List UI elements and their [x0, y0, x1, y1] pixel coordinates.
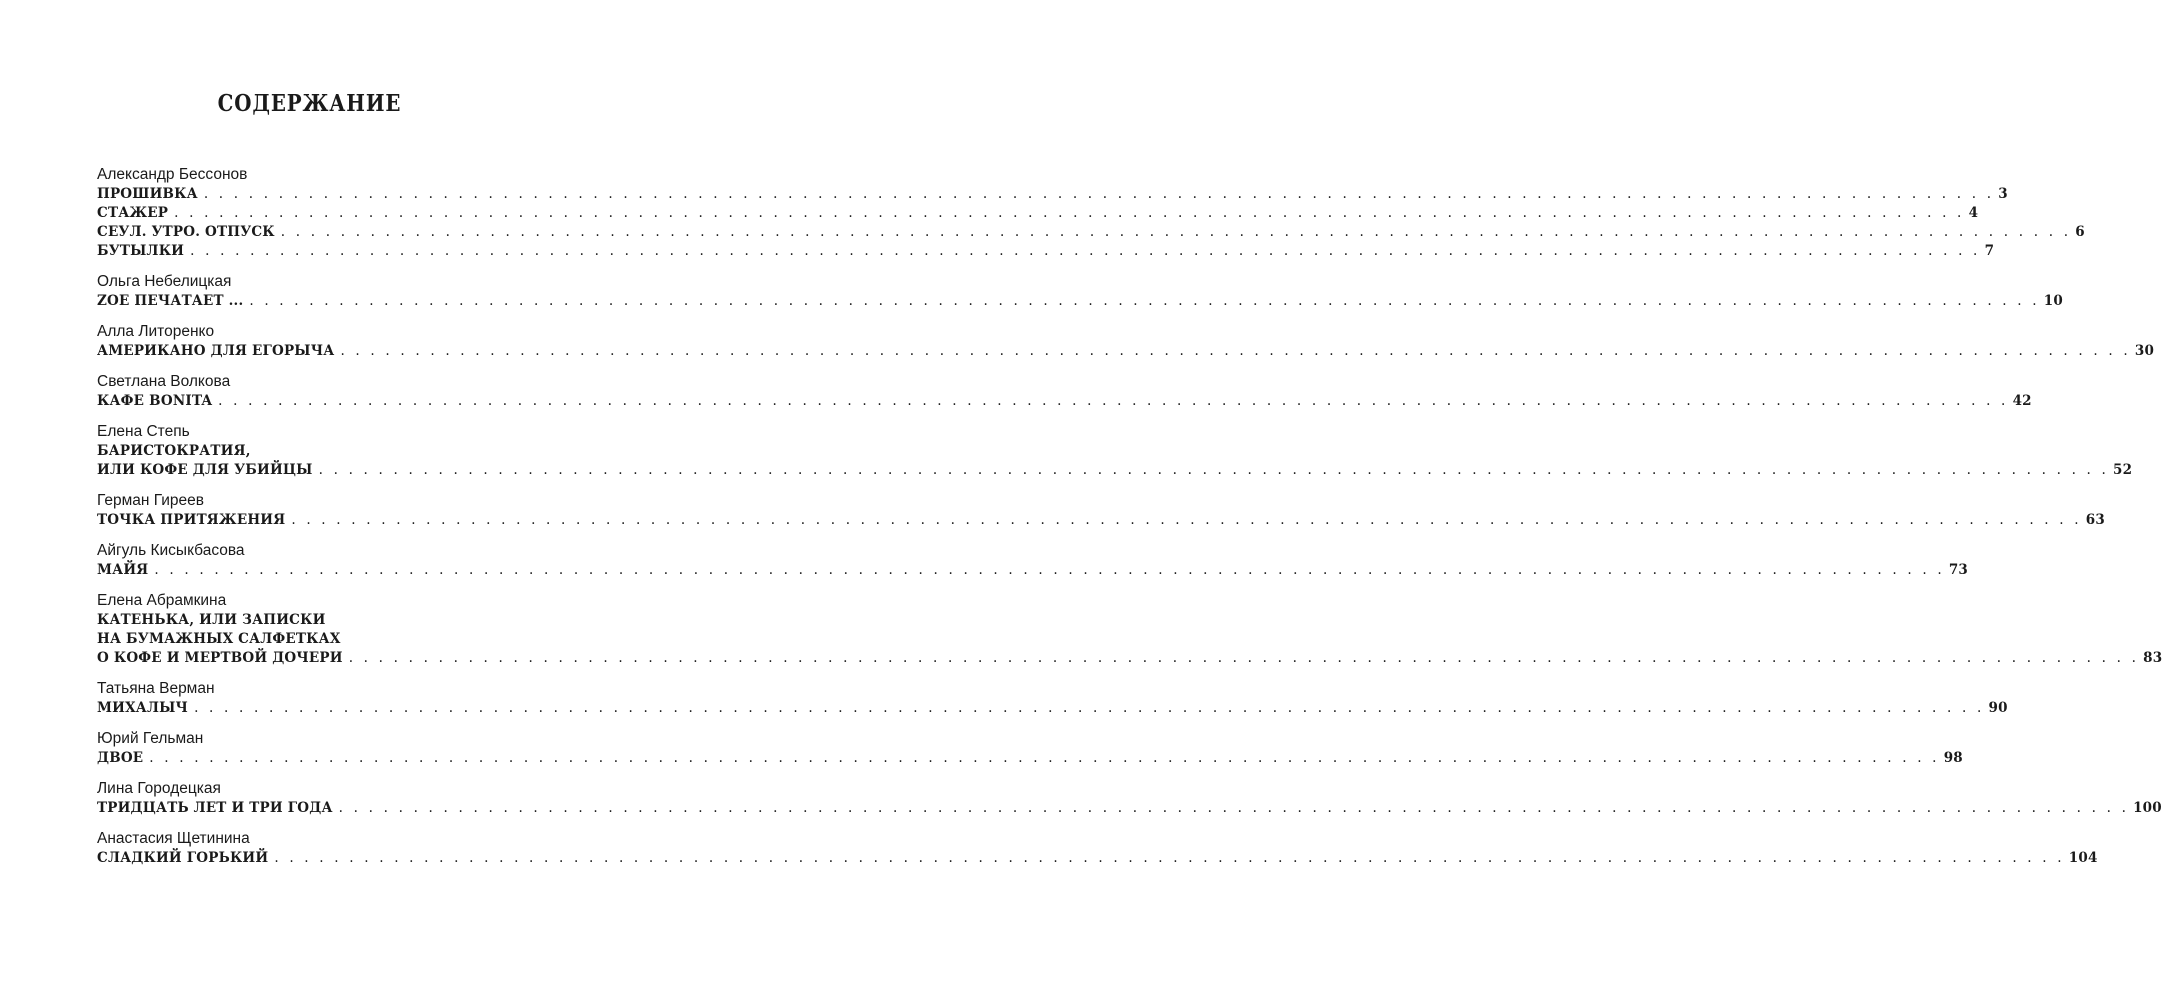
page-number: 4 — [1968, 205, 1979, 221]
dot-leader: . . . . . . . . . . . . . . . . . . . . . . . . . . . . . . . . . . . . . . . . . . . . . . . . . . . . . . . . . . . . . . . . . . . . . . . . . . . . . . . . . . . . . . . . . . . . . . . . . . . . . . . . . . . . . . . . . . . . . . . . — [194, 700, 1985, 716]
toc-section — [97, 779, 2162, 818]
toc-entry — [97, 185, 2008, 204]
dot-leader: . . . . . . . . . . . . . . . . . . . . . . . . . . . . . . . . . . . . . . . . . . . . . . . . . . . . . . . . . . . . . . . . . . . . . . . . . . . . . . . . . . . . . . . . . . . . . . . . . . . . . . . . . . . . . . . . . . . . . . . . — [154, 562, 1945, 578]
dot-leader: . . . . . . . . . . . . . . . . . . . . . . . . . . . . . . . . . . . . . . . . . . . . . . . . . . . . . . . . . . . . . . . . . . . . . . . . . . . . . . . . . . . . . . . . . . . . . . . . . . . . . . . . . . . . . . . . . . . . . . . . — [203, 186, 1995, 202]
page-number: 83 — [2143, 650, 2162, 666]
dot-leader: . . . . . . . . . . . . . . . . . . . . . . . . . . . . . . . . . . . . . . . . . . . . . . . . . . . . . . . . . . . . . . . . . . . . . . . . . . . . . . . . . . . . . . . . . . . . . . . . . . . . . . . . . . . . . . . . . . . . . . . . — [340, 343, 2131, 359]
toc-section — [97, 322, 2155, 361]
author-name: Алла Литоренко — [97, 323, 215, 340]
author-name: Ольга Небелицкая — [97, 273, 232, 290]
toc-entry — [97, 749, 1963, 768]
page-number: 42 — [2012, 393, 2032, 409]
author-name: Анастасия Щетинина — [97, 830, 250, 847]
author-name: Айгуль Кисыкбасова — [97, 542, 245, 559]
toc-entry — [97, 849, 2098, 868]
page-number: 73 — [1948, 562, 1969, 578]
toc-section — [97, 541, 1969, 580]
toc-entry — [97, 242, 1995, 261]
toc-entry — [97, 799, 2162, 818]
author-name: Герман Гиреев — [97, 492, 205, 509]
toc-section — [97, 272, 2063, 311]
table-of-contents — [97, 165, 2162, 879]
entry-title: МАЙЯ — [97, 562, 149, 578]
author-name: Елена Абрамкина — [97, 592, 227, 609]
toc-entry — [97, 223, 2085, 242]
page-number: 7 — [1984, 243, 1995, 259]
toc-section — [97, 165, 2085, 261]
entry-title: МИХАЛЫЧ — [97, 700, 189, 716]
entry-title: КАФЕ BONITA — [97, 393, 213, 409]
author-name: Татьяна Верман — [97, 680, 215, 697]
entry-title: АМЕРИКАНО ДЛЯ ЕГОРЫЧА — [97, 343, 335, 359]
toc-entry — [97, 204, 1979, 223]
toc-entry — [97, 511, 2105, 530]
page-number: 100 — [2133, 800, 2162, 816]
entry-title: ТРИДЦАТЬ ЛЕТ И ТРИ ГОДА — [97, 800, 333, 816]
author-name: Юрий Гельман — [97, 730, 204, 747]
page-number: 63 — [2085, 512, 2105, 528]
entry-title: КАТЕНЬКА, ИЛИ ЗАПИСКИ НА БУМАЖНЫХ САЛФЕТКАХ О КОФЕ И МЕРТВОЙ ДОЧЕРИ — [97, 612, 343, 666]
entry-title: СЛАДКИЙ ГОРЬКИЙ — [97, 850, 269, 866]
dot-leader: . . . . . . . . . . . . . . . . . . . . . . . . . . . . . . . . . . . . . . . . . . . . . . . . . . . . . . . . . . . . . . . . . . . . . . . . . . . . . . . . . . . . . . . . . . . . . . . . . . . . . . . . . . . . . . . . . . . . . . . . — [348, 650, 2140, 666]
entry-title: СЕУЛ. УТРО. ОТПУСК — [97, 224, 275, 240]
page-number: 30 — [2134, 343, 2155, 359]
dot-leader: . . . . . . . . . . . . . . . . . . . . . . . . . . . . . . . . . . . . . . . . . . . . . . . . . . . . . . . . . . . . . . . . . . . . . . . . . . . . . . . . . . . . . . . . . . . . . . . . . . . . . . . . . . . . . . . . . . . . . . . . — [149, 750, 1940, 766]
toc-entry — [97, 342, 2155, 361]
dot-leader: . . . . . . . . . . . . . . . . . . . . . . . . . . . . . . . . . . . . . . . . . . . . . . . . . . . . . . . . . . . . . . . . . . . . . . . . . . . . . . . . . . . . . . . . . . . . . . . . . . . . . . . . . . . . . . . . . . . . . . . . — [174, 205, 1965, 221]
entry-title: ДВОЕ — [97, 750, 144, 766]
dot-leader: . . . . . . . . . . . . . . . . . . . . . . . . . . . . . . . . . . . . . . . . . . . . . . . . . . . . . . . . . . . . . . . . . . . . . . . . . . . . . . . . . . . . . . . . . . . . . . . . . . . . . . . . . . . . . . . . . . . . . . . . — [291, 512, 2082, 528]
page-title: СОДЕРЖАНИЕ — [217, 90, 402, 117]
dot-leader: . . . . . . . . . . . . . . . . . . . . . . . . . . . . . . . . . . . . . . . . . . . . . . . . . . . . . . . . . . . . . . . . . . . . . . . . . . . . . . . . . . . . . . . . . . . . . . . . . . . . . . . . . . . . . . . . . . . . . . . . — [318, 462, 2110, 478]
dot-leader: . . . . . . . . . . . . . . . . . . . . . . . . . . . . . . . . . . . . . . . . . . . . . . . . . . . . . . . . . . . . . . . . . . . . . . . . . . . . . . . . . . . . . . . . . . . . . . . . . . . . . . . . . . . . . . . . . . . . . . . . — [249, 293, 2040, 309]
toc-section — [97, 372, 2032, 411]
toc-entry — [97, 442, 2133, 480]
toc-entry — [97, 292, 2063, 311]
entry-title: ТОЧКА ПРИТЯЖЕНИЯ — [97, 512, 286, 528]
toc-entry — [97, 561, 1969, 580]
page-number: 6 — [2075, 224, 2085, 240]
page-number: 10 — [2043, 293, 2063, 309]
dot-leader: . . . . . . . . . . . . . . . . . . . . . . . . . . . . . . . . . . . . . . . . . . . . . . . . . . . . . . . . . . . . . . . . . . . . . . . . . . . . . . . . . . . . . . . . . . . . . . . . . . . . . . . . . . . . . . . . . . . . . . . . — [218, 393, 2009, 409]
entry-title: БАРИСТОКРАТИЯ, ИЛИ КОФЕ ДЛЯ УБИЙЦЫ — [97, 443, 313, 478]
dot-leader: . . . . . . . . . . . . . . . . . . . . . . . . . . . . . . . . . . . . . . . . . . . . . . . . . . . . . . . . . . . . . . . . . . . . . . . . . . . . . . . . . . . . . . . . . . . . . . . . . . . . . . . . . . . . . . . . . . . . . . . . — [280, 224, 2072, 240]
author-name: Александр Бессонов — [97, 166, 248, 183]
toc-entry — [97, 392, 2032, 411]
page-number: 52 — [2113, 462, 2133, 478]
toc-entry — [97, 699, 2008, 718]
entry-title: ZOE ПЕЧАТАЕТ ... — [97, 293, 244, 309]
dot-leader: . . . . . . . . . . . . . . . . . . . . . . . . . . . . . . . . . . . . . . . . . . . . . . . . . . . . . . . . . . . . . . . . . . . . . . . . . . . . . . . . . . . . . . . . . . . . . . . . . . . . . . . . . . . . . . . . . . . . . . . . — [274, 850, 2065, 866]
author-name: Лина Городецкая — [97, 780, 221, 797]
toc-section — [97, 491, 2105, 530]
toc-section — [97, 422, 2133, 480]
page-number: 104 — [2068, 850, 2098, 866]
toc-section — [97, 729, 1963, 768]
toc-section — [97, 591, 2162, 668]
toc-entry — [97, 611, 2162, 668]
entry-title: СТАЖЕР — [97, 205, 169, 221]
author-name: Елена Степь — [97, 423, 190, 440]
dot-leader: . . . . . . . . . . . . . . . . . . . . . . . . . . . . . . . . . . . . . . . . . . . . . . . . . . . . . . . . . . . . . . . . . . . . . . . . . . . . . . . . . . . . . . . . . . . . . . . . . . . . . . . . . . . . . . . . . . . . . . . . — [190, 243, 1981, 259]
page-number: 98 — [1943, 750, 1963, 766]
dot-leader: . . . . . . . . . . . . . . . . . . . . . . . . . . . . . . . . . . . . . . . . . . . . . . . . . . . . . . . . . . . . . . . . . . . . . . . . . . . . . . . . . . . . . . . . . . . . . . . . . . . . . . . . . . . . . . . . . . . . . . . . — [338, 800, 2130, 816]
author-name: Светлана Волкова — [97, 373, 231, 390]
page-number: 90 — [1988, 700, 2008, 716]
toc-section — [97, 679, 2008, 718]
page-number: 3 — [1998, 186, 2008, 202]
toc-section — [97, 829, 2098, 868]
entry-title: ПРОШИВКА — [97, 186, 198, 202]
entry-title: БУТЫЛКИ — [97, 243, 185, 259]
